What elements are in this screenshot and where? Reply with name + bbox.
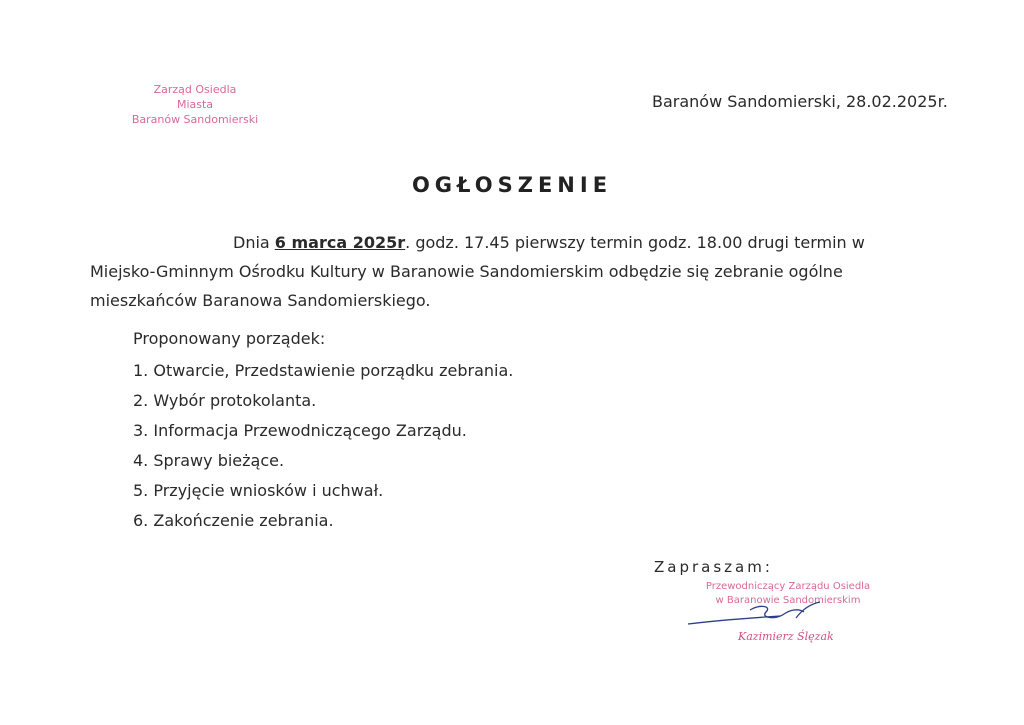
agenda-list [133,360,513,540]
handwritten-signature [680,596,830,632]
meeting-date: 6 marca 2025r [274,233,406,252]
closing-invitation: Zapraszam: [654,558,773,576]
agenda-item: 2. Wybór protokolanta. [133,391,317,410]
header-stamp [110,82,280,127]
agenda-title: Proponowany porządek: [133,329,326,348]
announcement-body [90,228,970,315]
body-line-2: Miejsko-Gminnym Ośrodku Kultury w Baranowie Sandomierskim odbędzie się zebranie ogólne [90,262,843,281]
body-line-3: mieszkańców Baranowa Sandomierskiego. [90,291,431,310]
agenda-item: 1. Otwarcie, Przedstawienie porządku zebrania. [133,361,514,380]
stamp-line: w Baranowie Sandomierskim [715,595,861,606]
place-and-date: Baranów Sandomierski, 28.02.2025r. [652,92,948,111]
stamp-line: Baranów Sandomierski [131,113,259,126]
agenda-item: 5. Przyjęcie wniosków i uchwał. [133,481,384,500]
stamp-line: Miasta [176,98,214,111]
body-line-1 [90,228,970,257]
body-prefix: Dnia [233,233,275,252]
body-line-1-rest: . godz. 17.45 pierwszy termin godz. 18.00 drugi termin w [405,233,865,252]
announcement-title: OGŁOSZENIE [411,173,613,197]
agenda-item: 6. Zakończenie zebrania. [133,511,334,530]
stamp-line: Zarząd Osiedla [153,83,237,96]
agenda-item: 4. Sprawy bieżące. [133,451,285,470]
signer-name: Kazimierz Ślęzak [738,630,834,643]
stamp-line: Przewodniczący Zarządu Osiedla [705,581,871,592]
agenda-item: 3. Informacja Przewodniczącego Zarządu. [133,421,467,440]
